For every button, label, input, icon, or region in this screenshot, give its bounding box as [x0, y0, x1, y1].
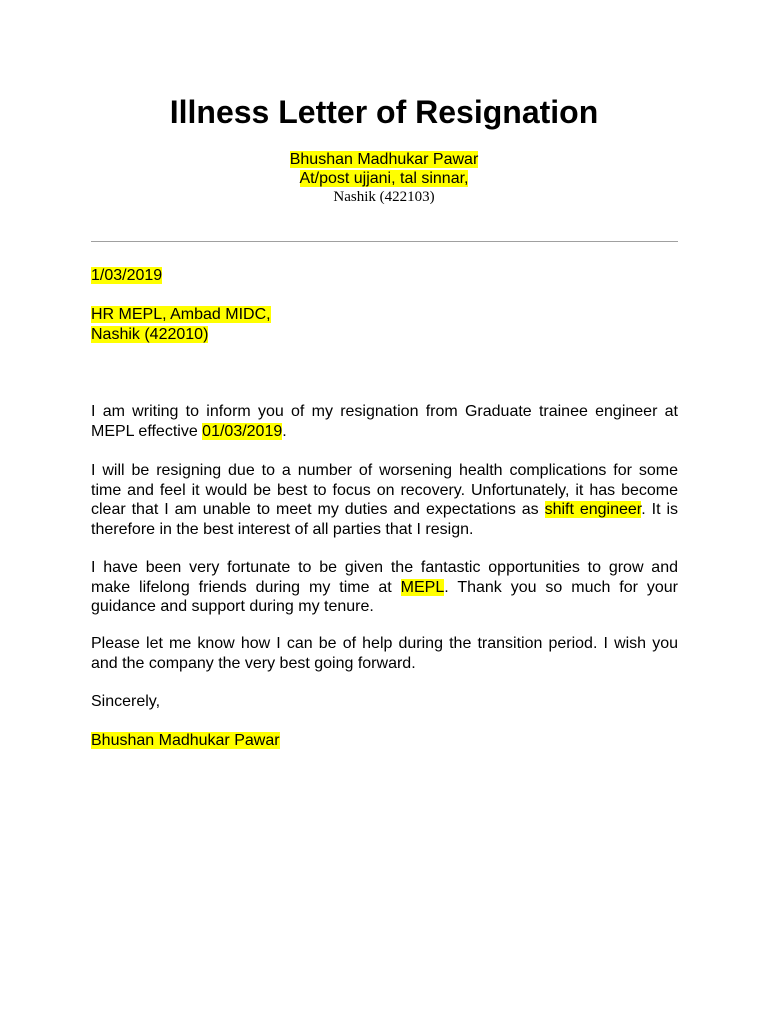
recipient-line2: Nashik (422010) — [91, 325, 209, 343]
paragraph-gratitude — [91, 558, 678, 617]
paragraph1-text-after: . — [282, 422, 287, 440]
sender-address-line2: Nashik (422103) — [333, 189, 435, 205]
paragraph1-text-before: I am writing to inform you of my resignation from Graduate trainee engineer at MEPL effective — [91, 403, 678, 440]
horizontal-divider — [91, 241, 678, 242]
letter-date-block — [91, 266, 678, 286]
paragraph3-text-before: I have been very fortunate to be given the fantastic opportunities to grow and make lifelong friends during my time at — [91, 559, 678, 596]
paragraph-transition: Please let me know how I can be of help during the transition period. I wish you and the company the very best going forward. — [91, 635, 678, 672]
paragraph3-company: MEPL — [400, 578, 445, 596]
paragraph2-position: shift engineer — [544, 501, 642, 518]
document-title: Illness Letter of Resignation — [169, 94, 599, 130]
signature-block — [91, 731, 678, 751]
paragraph2-text-before: I will be resigning due to a number of worsening health complications for some time and feel it would be best to focus on recovery. Unfortunately, it has become clear that I am unable to meet my duties and expectations as — [91, 462, 678, 518]
sender-address-line1: At/post ujjani, tal sinnar, — [299, 170, 469, 187]
sender-block — [0, 150, 768, 207]
signature-name: Bhushan Madhukar Pawar — [91, 732, 280, 749]
paragraph-health-reason — [91, 461, 678, 539]
paragraph-resignation-notice — [91, 402, 678, 441]
closing-salutation: Sincerely, — [91, 693, 161, 710]
paragraph1-effective-date: 01/03/2019 — [202, 422, 283, 440]
paragraph2-text-after: . It is therefore in the best interest of all parties that I resign. — [91, 501, 679, 538]
letter-date: 1/03/2019 — [91, 267, 163, 284]
recipient-block — [91, 305, 678, 344]
sender-name: Bhushan Madhukar Pawar — [289, 151, 479, 168]
recipient-line1: HR MEPL, Ambad MIDC, — [91, 306, 271, 323]
paragraph3-text-after: . Thank you so much for your guidance and support during my tenure. — [91, 578, 679, 615]
